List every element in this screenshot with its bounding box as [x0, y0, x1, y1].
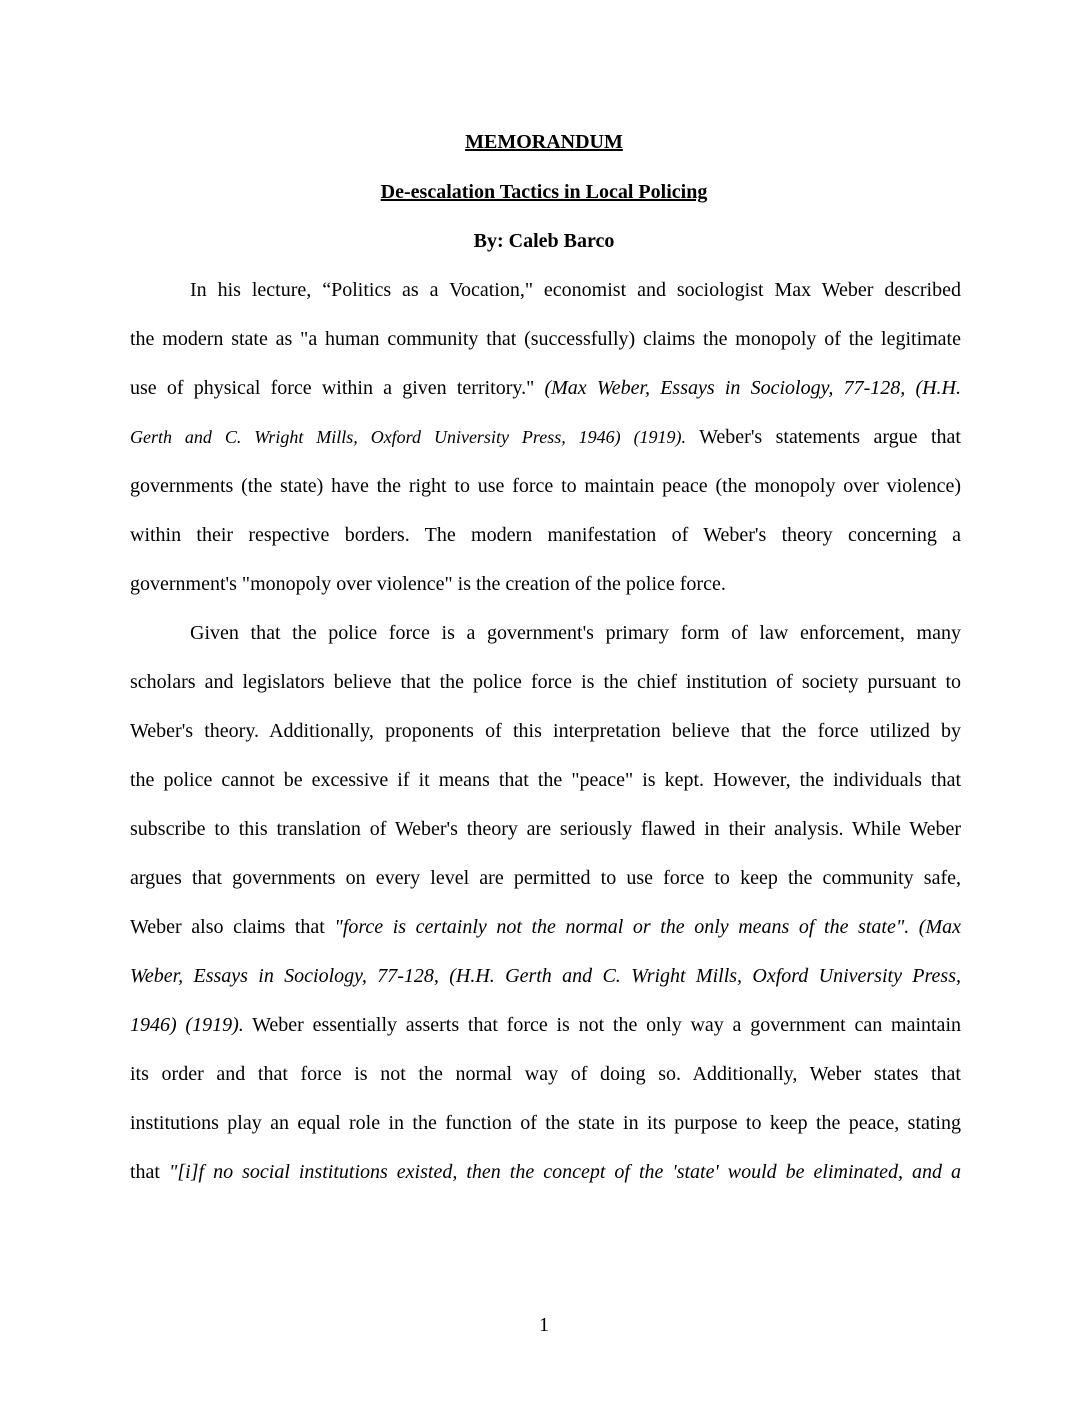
- paragraph-1-citation-end: Gerth and C. Wright Mills, Oxford University Press, 1946) (1919).: [130, 427, 687, 447]
- paragraph-1-line-1: In his lecture, “Politics as a Vocation," economist and sociologist Max Weber described: [190, 279, 961, 301]
- paragraph-2-line-11: institutions play an equal role in the function of the state in its purpose to keep the peace, stating: [130, 1112, 961, 1134]
- paragraph-1-line-4: [130, 425, 961, 449]
- paragraph-2-line-9-text: Weber essentially asserts that force is not the only way a government can maintain: [243, 1014, 961, 1036]
- paragraph-1-line-3: [130, 376, 961, 400]
- paragraph-2-line-1: Given that the police force is a government's primary form of law enforcement, many: [190, 622, 961, 644]
- paragraph-2-line-3: Weber's theory. Additionally, proponents of this interpretation believe that the force utilized by: [130, 720, 961, 742]
- paragraph-1-line-5: governments (the state) have the right to use force to maintain peace (the monopoly over violence): [130, 475, 961, 497]
- paragraph-1-line-2: the modern state as "a human community that (successfully) claims the monopoly of the legitimate: [130, 328, 961, 350]
- paragraph-2-line-12: [130, 1160, 961, 1184]
- paragraph-1-line-4-text: Weber's statements argue that: [686, 426, 961, 448]
- paragraph-1-line-7: government's "monopoly over violence" is the creation of the police force.: [130, 573, 726, 595]
- paragraph-2-line-10: its order and that force is not the normal way of doing so. Additionally, Weber states that: [130, 1063, 961, 1085]
- paragraph-1-line-3-text: use of physical force within a given territory.": [130, 377, 545, 399]
- paragraph-2-line-6: argues that governments on every level are permitted to use force to keep the community safe,: [130, 867, 961, 889]
- paragraph-2-line-9: [130, 1013, 961, 1037]
- paragraph-2-line-4: the police cannot be excessive if it means that the "peace" is kept. However, the individuals that: [130, 769, 961, 791]
- paragraph-2-line-7-text: Weber also claims that: [130, 916, 335, 938]
- memo-subject: De-escalation Tactics in Local Policing: [380, 181, 708, 203]
- paragraph-2-citation-end: 1946) (1919).: [130, 1014, 244, 1036]
- paragraph-2-line-5: subscribe to this translation of Weber's theory are seriously flawed in their analysis. While Weber: [130, 818, 961, 840]
- paragraph-1-line-6: within their respective borders. The modern manifestation of Weber's theory concerning a: [130, 524, 961, 546]
- page-number: 1: [539, 1314, 549, 1336]
- paragraph-2-quote: "force is certainly not the normal or the only means of the state". (Max: [334, 916, 961, 938]
- paragraph-2-line-2: scholars and legislators believe that the police force is the chief institution of society pursuant to: [130, 671, 961, 693]
- paragraph-2-institutions-quote: "[i]f no social institutions existed, then the concept of the 'state' would be eliminated, and a: [169, 1161, 961, 1183]
- paragraph-2-line-12-text: that: [130, 1161, 169, 1183]
- paragraph-2-citation: Weber, Essays in Sociology, 77-128, (H.H. Gerth and C. Wright Mills, Oxford University Press,: [130, 965, 961, 987]
- memo-title: MEMORANDUM: [465, 131, 623, 153]
- paragraph-2-line-7: [130, 915, 961, 939]
- paragraph-1-citation-start: (Max Weber, Essays in Sociology, 77-128, (H.H.: [544, 377, 961, 399]
- memo-author: By: Caleb Barco: [473, 230, 615, 252]
